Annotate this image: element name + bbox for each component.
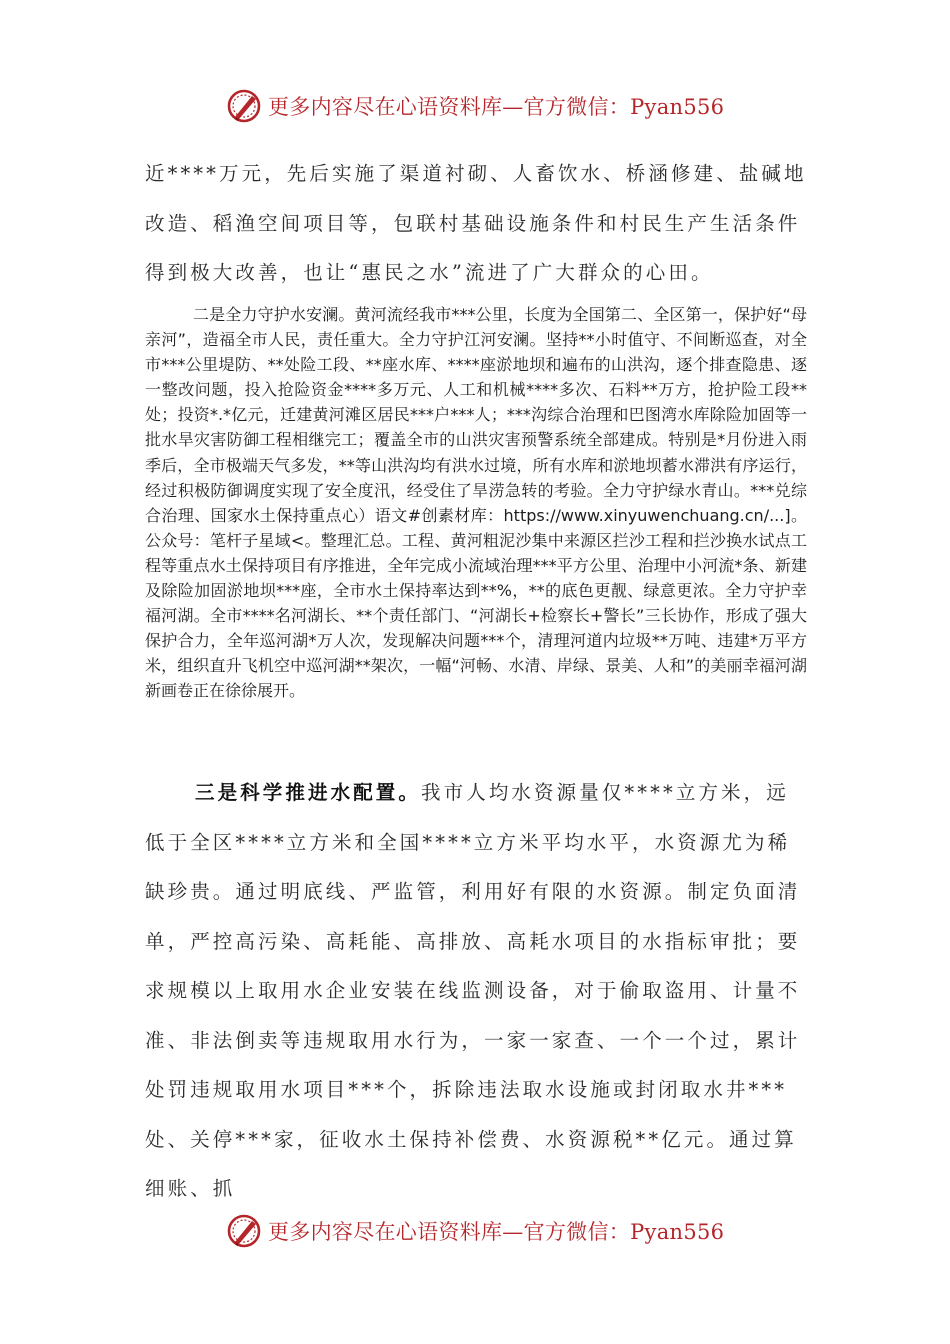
paragraph-1: 近****万元，先后实施了渠道衬砌、人畜饮水、桥涵修建、盐碱地改造、稻渔空间项目等，包联村基础设施条件和村民生产生活条件得到极大改善，也让“惠民之水”流进了广大群众的心田。 bbox=[145, 162, 807, 284]
footer-banner-inner bbox=[226, 1211, 724, 1251]
paragraph-3 bbox=[145, 768, 807, 1214]
footer-banner-text: 更多内容尽在心语资料库—官方微信：Pyan556 bbox=[268, 1220, 725, 1244]
pen-circle-logo-icon bbox=[226, 1213, 262, 1249]
header-banner-text: 更多内容尽在心语资料库—官方微信：Pyan556 bbox=[268, 95, 725, 119]
pen-circle-logo-icon bbox=[226, 88, 262, 124]
footer-banner bbox=[0, 1207, 950, 1251]
paragraph-3-text: 我市人均水资源量仅****立方米，远低于全区****立方米和全国****立方米平均水平，水资源尤为稀缺珍贵。通过明底线、严监管，利用好有限的水资源。制定负面清单，严控高污染、高耗能、高排放、高耗水项目的水指标审批；要求规模以上取用水企业安装在线监测设备，对于偷取盗用、计量不准、非法倒卖等违规取用水行为，一家一家查、一个一个过，累计处罚违规取用水项目***个，拆除违法取水设施或封闭取水井***处、关停***家，征收水土保持补偿费、水资源税**亿元。通过算细账、抓 bbox=[145, 781, 801, 1200]
paragraph-3-lead: 三是科学推进水配置。 bbox=[195, 781, 422, 804]
paragraph-2: 二是全力守护水安澜。黄河流经我市***公里，长度为全国第二、全区第一，保护好“母亲河”，造福全市人民，责任重大。全力守护江河安澜。坚持**小时值守、不间断巡查，对全市***公里堤防、**处险工段、**座水库、****座淤地坝和遍布的山洪沟，逐个排查隐患、逐一整改问题，投入抢险资金****多万元、人工和机械****多次、石料**万方，抢护险工段**处；投资*.*亿元，迁建黄河滩区居民***户***人；***沟综合治理和巴图湾水库除险加固等一批水旱灾害防御工程相继完工；覆盖全市的山洪灾害预警系统全部建成。特别是*月份进入雨季后，全市极端天气多发，**等山洪沟均有洪水过境，所有水库和淤地坝蓄水滞洪有序运行，经过积极防御调度实现了安全度汛，经受住了旱涝急转的考验。全力守护绿水青山。***兑综合治理、国家水土保持重点心）语文#创素材库：https://www.xinyuwenchuang.cn/...]。公众号：笔杆子星域<。整理汇总。工程、黄河粗泥沙集中来源区拦沙工程和拦沙换水试点工程等重点水土保持项目有序推进，全年完成小流域治理***平方公里、治理中小河流*条、新建及除险加固淤地坝***座，全市水土保持率达到**%，**的底色更靓、绿意更浓。全力守护幸福河湖。全市****名河湖长、**个责任部门、“河湖长+检察长+警长”三长协作，形成了强大保护合力，全年巡河湖*万人次，发现解决问题***个，清理河道内垃圾**万吨、违建*万平方米，组织直升飞机空中巡河湖**架次，一幅“河畅、水清、岸绿、景美、人和”的美丽幸福河湖新画卷正在徐徐展开。 bbox=[145, 305, 807, 701]
header-banner bbox=[0, 82, 950, 126]
header-banner-inner bbox=[226, 86, 724, 126]
